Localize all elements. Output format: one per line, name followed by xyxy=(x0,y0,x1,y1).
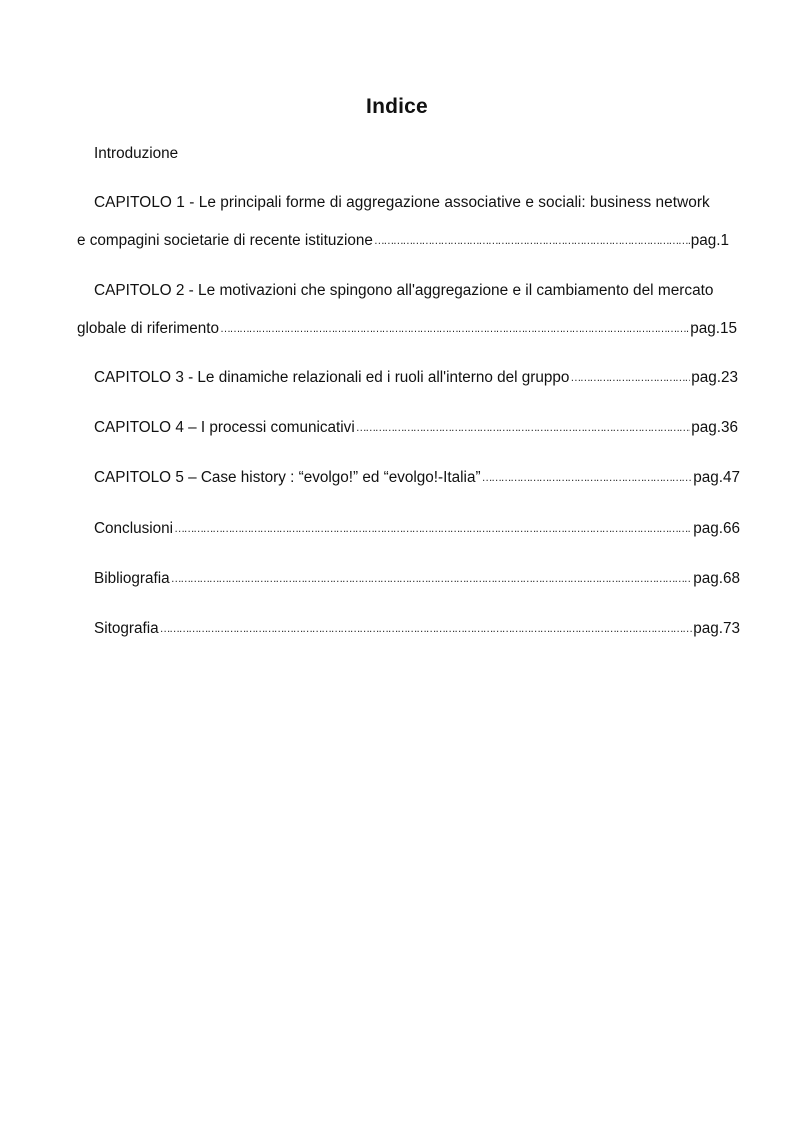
page-title: Indice xyxy=(366,95,428,118)
toc-chapter-5-entry xyxy=(94,469,740,487)
toc-introduction: Introduzione xyxy=(94,145,179,162)
toc-chapter-5-label: CAPITOLO 5 – Case history : “evolgo!” ed “evolgo!-Italia” xyxy=(94,469,481,486)
toc-chapter-2-line1: CAPITOLO 2 - Le motivazioni che spingono all'aggregazione e il cambiamento del mercato xyxy=(94,282,714,299)
dot-leader xyxy=(171,569,693,588)
dot-leader xyxy=(160,619,693,638)
dot-leader xyxy=(482,468,693,487)
toc-chapter-1-page: pag.1 xyxy=(690,232,729,249)
toc-chapter-3-entry xyxy=(94,369,738,387)
toc-conclusioni-entry xyxy=(94,520,740,538)
toc-chapter-2-entry xyxy=(77,320,737,338)
toc-conclusioni-label: Conclusioni xyxy=(94,520,174,537)
dot-leader xyxy=(570,368,690,387)
toc-chapter-1-line1: CAPITOLO 1 - Le principali forme di aggregazione associative e sociali: business network xyxy=(94,194,710,211)
dot-leader xyxy=(220,319,689,338)
toc-chapter-3-page: pag.23 xyxy=(691,369,738,386)
toc-bibliografia-label: Bibliografia xyxy=(94,570,170,587)
toc-chapter-1-line2: e compagini societarie di recente istituzione xyxy=(77,232,373,249)
toc-chapter-2-line2: globale di riferimento xyxy=(77,320,219,337)
toc-chapter-5-page: pag.47 xyxy=(693,469,740,486)
toc-sitografia-entry xyxy=(94,620,740,638)
toc-chapter-3-label: CAPITOLO 3 - Le dinamiche relazionali ed i ruoli all'interno del gruppo xyxy=(94,369,570,386)
toc-bibliografia-page: pag.68 xyxy=(693,570,740,587)
dot-leader xyxy=(374,231,690,250)
toc-chapter-2-page: pag.15 xyxy=(690,320,737,337)
toc-chapter-4-page: pag.36 xyxy=(691,419,738,436)
toc-conclusioni-page: pag.66 xyxy=(693,520,740,537)
toc-chapter-4-label: CAPITOLO 4 – I processi comunicativi xyxy=(94,419,355,436)
toc-sitografia-label: Sitografia xyxy=(94,620,159,637)
toc-chapter-1-entry xyxy=(77,232,729,250)
dot-leader xyxy=(356,418,690,437)
dot-leader xyxy=(174,519,692,538)
toc-sitografia-page: pag.73 xyxy=(693,620,740,637)
toc-bibliografia-entry xyxy=(94,570,740,588)
toc-chapter-4-entry xyxy=(94,419,738,437)
